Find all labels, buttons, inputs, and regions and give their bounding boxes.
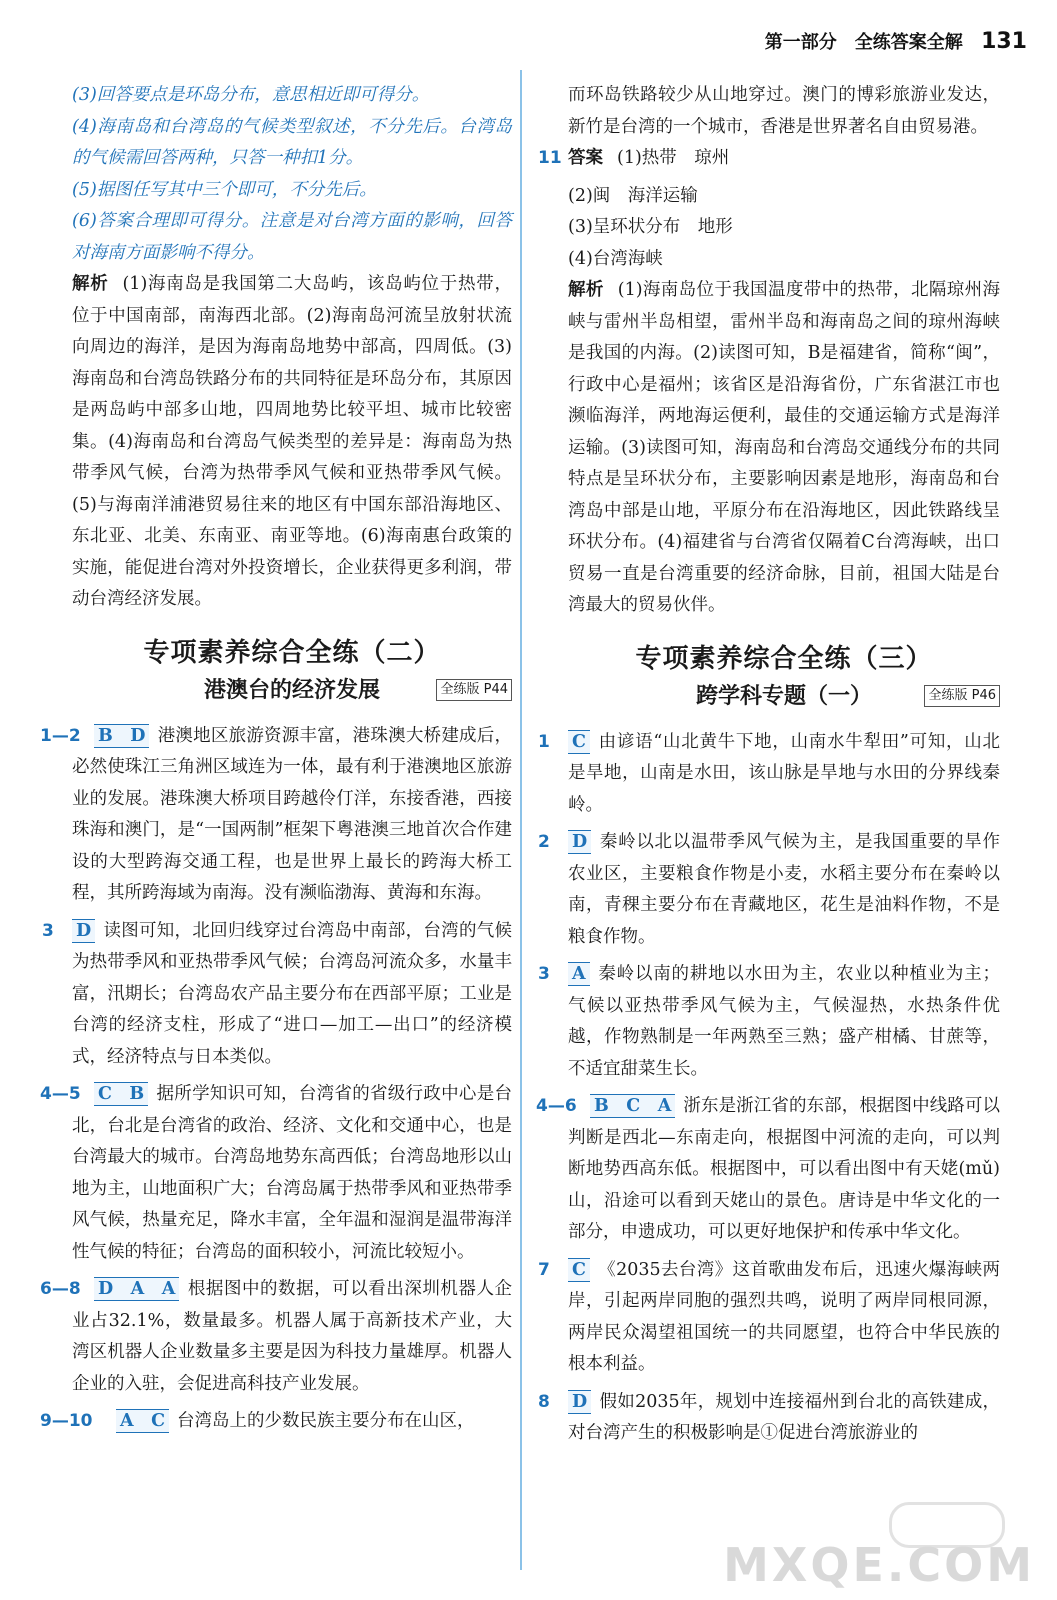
question-item (40, 1274, 512, 1400)
page-reference: 全练版 P46 (924, 685, 1000, 707)
explanation: 据所学知识可知，台湾省的省级行政中心是台北，台北是台湾省的政治、经济、文化和交通中心，也是台湾最大的城市。台湾岛地势东高西低；台湾岛地形以山地为主，山地面积广大；台湾岛属于热带季风和亚热带季风气候，热量充足，降水丰富，全年温和湿润是温带海洋性气候的特征；台湾岛的面积较小，河流比较短小。 (72, 1084, 512, 1262)
answer-line (568, 181, 1000, 213)
answer-line: (1)热带 琼州 (617, 148, 730, 168)
analysis-label: 解析 (568, 280, 604, 300)
question-item (538, 727, 1000, 822)
answer-text: (3)呈环状分布 地形 (568, 217, 733, 237)
analysis-label: 解析 (72, 274, 109, 294)
answer-label: 答案 (568, 148, 603, 168)
question-item (538, 1255, 1000, 1381)
question-number: 11 (538, 148, 562, 168)
question-number: 8 (538, 1391, 550, 1412)
note-3: (3)回答要点是环岛分布，意思相近即可得分。 (72, 85, 430, 105)
analysis-paragraph (568, 275, 1000, 622)
question-number: 1 (538, 731, 550, 752)
subtitle-text: 跨学科专题（一） (695, 684, 872, 709)
question-item-11 (538, 143, 1000, 175)
answer-box: C B (94, 1082, 148, 1106)
analysis-text: (1)海南岛位于我国温度带中的热带，北隔琼州海峡与雷州半岛相望，雷州半岛和海南岛之间的琼州海峡是我国的内海。(2)读图可知，B是福建省，简称“闽”，行政中心是福州；该省区是沿海省份，广东省湛江市也濒临海洋，两地海运便利，最佳的交通运输方式是海洋运输。(3)读图可知，海南岛和台湾岛交通线分布的共同特点是呈环状分布，主要影响因素是地形，海南岛和台湾岛中部是山地，平原分布在沿海地区，因此铁路线呈环状分布。(4)福建省与台湾省仅隔着C台湾海峡，出口贸易一直是台湾重要的经济命脉，目前，祖国大陆是台湾最大的贸易伙伴。 (568, 280, 1000, 615)
answer-line (568, 244, 1000, 276)
continued-text: 而环岛铁路较少从山地穿过。澳门的博彩旅游业发达，新竹是台湾的一个城市，香港是世界著名自由贸易港。 (568, 85, 1000, 137)
answer-box: D (72, 919, 95, 943)
answer-box: C (568, 1258, 590, 1282)
answer-text: (2)闽 海洋运输 (568, 185, 698, 206)
note-5: (5)据图任写其中三个即可，不分先后。 (72, 179, 377, 200)
question-item (538, 959, 1000, 1085)
right-column (536, 80, 1000, 1456)
question-number: 7 (538, 1259, 550, 1280)
question-item (40, 721, 512, 910)
left-column (40, 80, 513, 1444)
question-number: 6—8 (40, 1279, 81, 1299)
note-4: (4)海南岛和台湾岛的气候类型叙述，不分先后。台湾岛的气候需回答两种，只答一种扣1分。 (72, 116, 512, 168)
explanation: 浙东是浙江省的东部，根据图中线路可以判断是西北—东南走向，根据图中河流的走向，可以判断地势西高东低。根据图中，可以看出图中有天姥(mǔ)山，沿途可以看到天姥山的景色。唐诗是中华文化的一部分，申遗成功，可以更好地保护和传承中华文化。 (568, 1096, 1000, 1242)
question-item (538, 1387, 1000, 1450)
page-reference: 全练版 P44 (436, 679, 512, 701)
question-number: 4—5 (40, 1084, 81, 1104)
question-number: 9—10 (40, 1411, 93, 1431)
answer-box: D (568, 830, 591, 854)
section-title-3: 专项素养综合全练（三） (635, 643, 933, 674)
answer-box: D A A (94, 1277, 179, 1301)
question-item (536, 1091, 1000, 1249)
question-item (42, 916, 512, 1074)
explanation: 台湾岛上的少数民族主要分布在山区， (177, 1411, 475, 1431)
question-number: 3 (42, 920, 54, 941)
watermark: MXQE.COM (723, 1538, 1035, 1592)
answer-box: A (568, 962, 590, 986)
subtitle-text: 港澳台的经济发展 (203, 678, 380, 703)
answer-box: B C A (590, 1094, 675, 1118)
explanation: 假如2035年，规划中连接福州到台北的高铁建成，对台湾产生的积极影响是①促进台湾旅游业的 (568, 1391, 1000, 1443)
page-header (765, 28, 1027, 54)
question-item (538, 827, 1000, 953)
section-subtitle-3 (568, 681, 1000, 713)
header-section: 第一部分 全练答案全解 (764, 32, 963, 53)
explanation: 港澳地区旅游资源丰富，港珠澳大桥建成后，必然使珠江三角洲区域连为一体，最有利于港澳地区旅游业的发展。港珠澳大桥项目跨越伶仃洋，东接香港，西接珠海和澳门，是“一国两制”框架下粤港澳三地首次合作建设的大型跨海交通工程，也是世界上最长的跨海大桥工程，其所跨海域为南海。没有濒临渤海、黄海和东海。 (72, 725, 512, 903)
answer-text: (4)台湾海峡 (568, 248, 663, 269)
answer-box: B D (94, 724, 149, 748)
analysis-paragraph (72, 269, 512, 616)
question-item (40, 1406, 512, 1438)
answer-box: C (568, 730, 590, 754)
section-title-2: 专项素养综合全练（二） (143, 637, 441, 668)
question-number: 1—2 (40, 725, 81, 746)
question-number: 4—6 (536, 1096, 577, 1116)
question-number: 3 (538, 964, 550, 984)
question-number: 2 (538, 832, 550, 852)
analysis-text: (1)海南岛是我国第二大岛屿，该岛屿位于热带，位于中国南部，南海西北部。(2)海南岛河流呈放射状流向周边的海洋，是因为海南岛地势中部高，四周低。(3)海南岛和台湾岛铁路分布的共同特征是环岛分布，其原因是两岛屿中部多山地，四周地势比较平坦、城市比较密集。(4)海南岛和台湾岛气候类型的差异是：海南岛为热带季风气候，台湾为热带季风气候和亚热带季风气候。(5)与海南洋浦港贸易往来的地区有中国东部沿海地区、东北亚、北美、东南亚、南亚等地。(6)海南惠台政策的实施，能促进台湾对外投资增长，企业获得更多利润，带动台湾经济发展。 (72, 274, 513, 609)
explanation: 由谚语“山北黄牛下地，山南水牛犁田”可知，山北是旱地，山南是水田，该山脉是旱地与水田的分界线秦岭。 (568, 731, 1000, 815)
explanation: 《2035去台湾》这首歌曲发布后，迅速火爆海峡两岸，引起两岸同胞的强烈共鸣，说明了两岸同根同源，两岸民众渴望祖国统一的共同愿望，也符合中华民族的根本利益。 (568, 1259, 1000, 1374)
note-6: (6)答案合理即可得分。注意是对台湾方面的影响，回答对海南方面影响不得分。 (72, 211, 512, 263)
page-number: 131 (981, 29, 1027, 54)
explanation: 读图可知，北回归线穿过台湾岛中南部，台湾的气候为热带季风和亚热带季风气候；台湾岛河流众多，水量丰富，汛期长；台湾岛农产品主要分布在西部平原；工业是台湾的经济支柱，形成了“进口—加工—出口”的经济模式，经济特点与日本类似。 (72, 920, 512, 1067)
explanation: 秦岭以北以温带季风气候为主，是我国重要的旱作农业区，主要粮食作物是小麦，水稻主要分布在秦岭以南，青稞主要分布在青藏地区，花生是油料作物，不是粮食作物。 (568, 832, 1000, 947)
explanation: 秦岭以南的耕地以水田为主，农业以种植业为主；气候以亚热带季风气候为主，气候湿热，水热条件优越，作物熟制是一年两熟至三熟；盛产柑橘、甘蔗等，不适宜甜菜生长。 (568, 964, 1000, 1079)
explanation: 根据图中的数据，可以看出深圳机器人企业占32.1%，数量最多。机器人属于高新技术产业，大湾区机器人企业数量多主要是因为科技力量雄厚。机器人企业的入驻，会促进高科技产业发展。 (72, 1279, 512, 1394)
answer-box: A C (116, 1409, 169, 1433)
column-divider (520, 70, 522, 1570)
section-subtitle-2 (72, 675, 512, 707)
answer-box: D (568, 1390, 591, 1414)
answer-line (568, 212, 1000, 244)
question-item (40, 1079, 512, 1268)
